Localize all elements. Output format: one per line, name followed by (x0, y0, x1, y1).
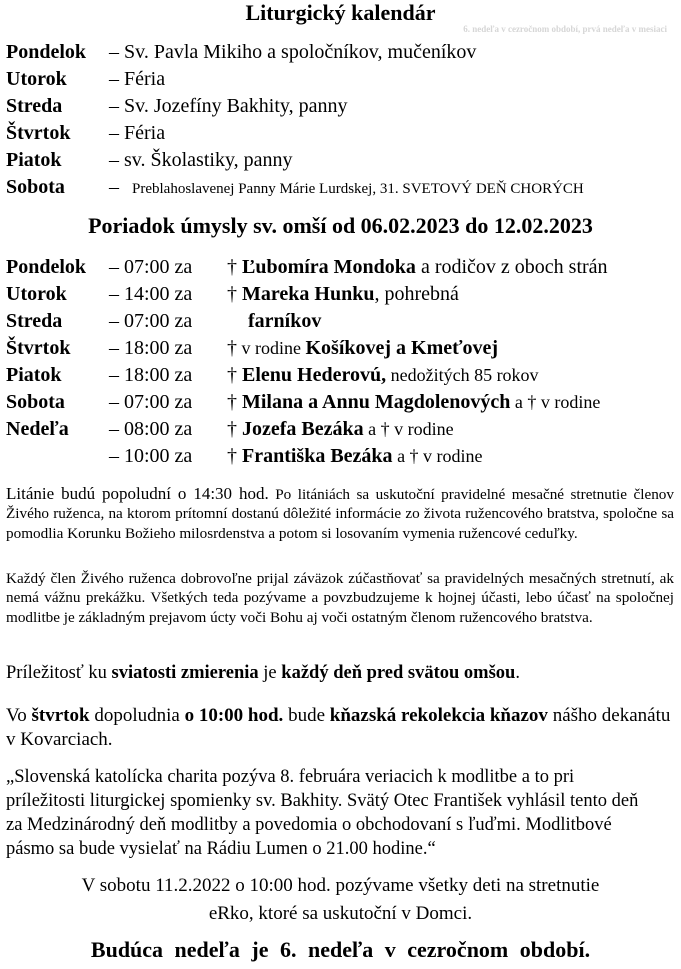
cross-symbol: † (227, 391, 237, 413)
intention-day: Piatok (6, 364, 62, 386)
intention-name: Mareka Hunku (242, 283, 375, 305)
intention-name: Ľubomíra Mondoka (242, 256, 416, 278)
intention-day: Pondelok (6, 256, 87, 278)
litanie-paragraph (6, 484, 674, 543)
intention-name: Františka Bezáka (242, 445, 393, 467)
intention-day: Nedeľa (6, 418, 69, 440)
erko-notice: V sobotu 11.2.2022 o 10:00 hod. pozývame všetky deti na stretnutie eRko, ktoré sa uskutoční v Domci. (81, 875, 600, 924)
faint-watermark-text: 6. nedeľa v cezročnom období, prvá nedeľa v mesiaci (463, 24, 667, 34)
recollection-notice: Vo štvrtok dopoludnia o 10:00 hod. bude kňazská rekolekcia kňazov nášho dekanátu v Kovarciach. (6, 705, 671, 750)
intention-name: Jozefa Bezáka (242, 418, 364, 440)
intention-time: – 08:00 za (109, 418, 193, 440)
confession-time: každý deň pred svätou omšou (281, 663, 516, 683)
rosary-paragraph: Každý člen Živého ruženca dobrovoľne prijal záväzok zúčastňovať sa pravidelných mesačných stretnutí, ak nemá vážnu prekážku. Všetkých teda pozývame a povzbudzujeme k hojnej účasti, lebo účasť na spoločnej modlitbe je základným prejavom úcty voči Bohu aj voči ostatným členom ružencového bratstva. (6, 570, 674, 626)
calendar-day: Utorok (6, 68, 67, 90)
calendar-celebration: – Sv. Pavla Mikiho a spoločníkov, mučeníkov (109, 41, 477, 63)
intention-note: a † v rodine (363, 419, 454, 439)
intention-name: Milana a Annu Magdolenových (242, 391, 511, 413)
intention-day: Sobota (6, 391, 65, 413)
intention-note: nedožitých 85 rokov (386, 365, 539, 385)
intention-day: Streda (6, 310, 63, 332)
intention-note: a rodičov z oboch strán (415, 256, 608, 278)
calendar-day: Streda (6, 95, 63, 117)
next-sunday-notice: Budúca nedeľa je 6. nedeľa v cezročnom období. (90, 937, 591, 962)
liturgical-calendar-title: Liturgický kalendár (245, 0, 436, 25)
calendar-day: Sobota (6, 176, 65, 198)
intention-time: – 07:00 za (109, 391, 193, 413)
calendar-dash: – (109, 176, 119, 198)
cross-symbol: † (227, 445, 237, 467)
mass-intentions-title: Poriadok úmysly sv. omší od 06.02.2023 do 12.02.2023 (88, 213, 593, 238)
calendar-celebration: Preblahoslavenej Panny Márie Lurdskej, 31. SVETOVÝ DEŇ CHORÝCH (132, 181, 584, 197)
intention-time: – 18:00 za (109, 364, 193, 386)
intention-day: Štvrtok (6, 337, 71, 359)
intention-time: – 18:00 za (109, 337, 193, 359)
calendar-celebration: – Sv. Jozefíny Bakhity, panny (109, 95, 348, 117)
cross-symbol: † (227, 283, 237, 305)
calendar-celebration: – Féria (109, 122, 166, 144)
calendar-celebration: – sv. Školastiky, panny (109, 149, 293, 171)
calendar-day: Pondelok (6, 41, 87, 63)
intention-prefix: v rodine (237, 338, 306, 358)
confession-notice: Príležitosť ku sviatosti zmierenia je každý deň pred svätou omšou. (6, 663, 520, 683)
intention-name: Košíkovej a Kmeťovej (305, 337, 499, 359)
calendar-day: Štvrtok (6, 122, 71, 144)
intention-time: – 07:00 za (109, 256, 193, 278)
confession-sacrament: sviatosti zmierenia (111, 663, 259, 683)
cross-symbol: † (227, 418, 237, 440)
intention-note: a † v rodine (510, 392, 601, 412)
litanie-lead: Litánie budú popoludní o 14:30 hod. (6, 484, 269, 503)
intention-note: , pohrebná (374, 283, 459, 305)
intention-time: – 14:00 za (109, 283, 193, 305)
intention-time: – 10:00 za (109, 445, 193, 467)
calendar-celebration: – Féria (109, 68, 166, 90)
cross-symbol: † (227, 364, 237, 386)
calendar-day: Piatok (6, 149, 62, 171)
intention-name: Elenu Hederovú, (242, 364, 387, 386)
charita-quote: „Slovenská katolícka charita pozýva 8. februára veriacich k modlitbe a to pri príležitosti liturgickej spomienky sv. Bakhity. Svätý Otec František vyhlásil tento deň za Medzinárodný deň modlitby a povedomia o obchodovaní s ľuďmi. Modlitbové pásmo sa bude vysielať na Rádiu Lumen o 21.00 hodine.“ (6, 767, 639, 859)
intention-name: farníkov (248, 310, 322, 332)
intention-note: a † v rodine (392, 446, 483, 466)
intention-day: Utorok (6, 283, 67, 305)
intention-time: – 07:00 za (109, 310, 193, 332)
cross-symbol: † (227, 256, 237, 278)
cross-symbol: † (227, 337, 237, 359)
litanie-text: Po litániách sa uskutoční pravidelné mesačné stretnutie členov Živého ruženca, na ktorom prítomní dostanú dôležité informácie zo života ružencového bratstva, spoločne sa pomodlia Korunku Božieho milosrdenstva a potom si losovaním vymenia ružencové ceduľky. (6, 486, 674, 542)
